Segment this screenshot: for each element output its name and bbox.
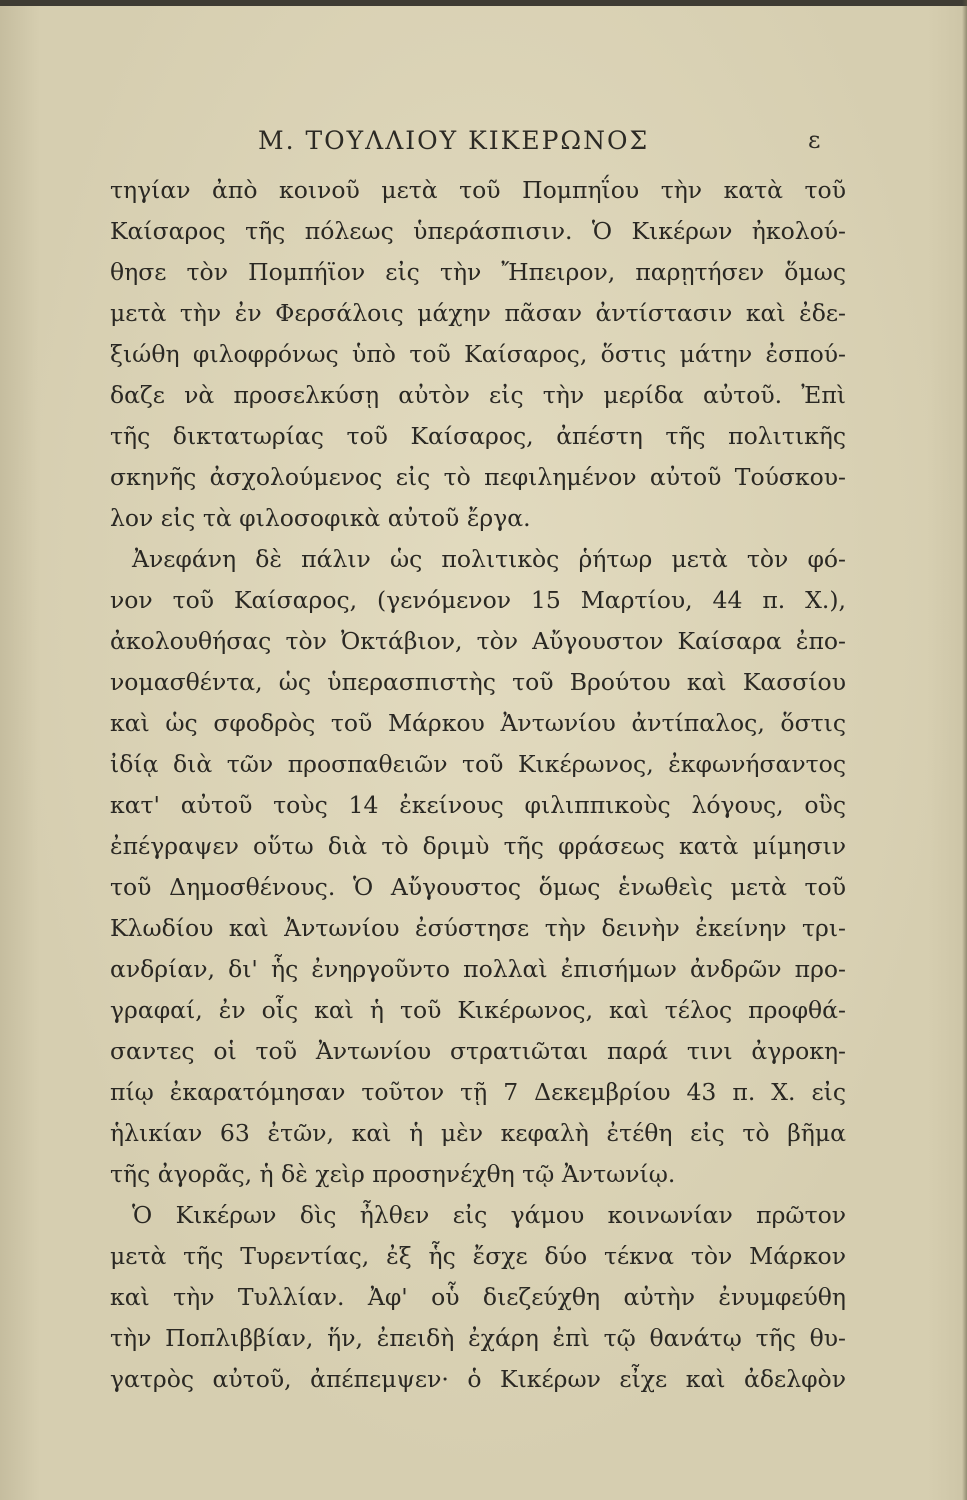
text-line: ἐπέγραψεν οὕτω διὰ τὸ δριμὺ τῆς φράσεως κατὰ μίμησιν — [110, 832, 846, 860]
running-head — [0, 126, 967, 166]
text-line: δαζε νὰ προσελκύσῃ αὐτὸν εἰς τὴν μερίδα αὐτοῦ. Ἐπὶ — [110, 381, 846, 409]
text-line: καὶ ὡς σφοδρὸς τοῦ Μάρκου Ἀντωνίου ἀντίπαλος, ὅστις — [110, 709, 846, 737]
text-line: θησε τὸν Πομπήϊον εἰς τὴν Ἤπειρον, παρῃτήσεν ὅμως — [110, 258, 846, 286]
text-line: ανδρίαν, δι' ἧς ἐνηργοῦντο πολλαὶ ἐπισήμων ἀνδρῶν προ- — [110, 955, 846, 983]
text-line: Ἀνεφάνη δὲ πάλιν ὡς πολιτικὸς ῥήτωρ μετὰ τὸν φό- — [132, 545, 846, 573]
text-line: τῆς δικτατωρίας τοῦ Καίσαρος, ἀπέστη τῆς πολιτικῆς — [110, 422, 846, 450]
text-line: μετὰ τὴν ἐν Φερσάλοις μάχην πᾶσαν ἀντίστασιν καὶ ἐδε- — [110, 299, 846, 327]
text-line: τὴν Ποπλιββίαν, ἥν, ἐπειδὴ ἐχάρη ἐπὶ τῷ θανάτῳ τῆς θυ- — [110, 1324, 846, 1352]
text-line: κατ' αὐτοῦ τοὺς 14 ἐκείνους φιλιππικοὺς λόγους, οὓς — [110, 791, 846, 819]
text-line: γραφαί, ἐν οἷς καὶ ἡ τοῦ Κικέρωνος, καὶ τέλος προφθά- — [110, 996, 846, 1024]
text-line: ξιώθη φιλοφρόνως ὑπὸ τοῦ Καίσαρος, ὅστις μάτην ἐσπού- — [110, 340, 846, 368]
text-line: νομασθέντα, ὡς ὑπερασπιστὴς τοῦ Βρούτου καὶ Κασσίου — [110, 668, 846, 696]
text-line: μετὰ τῆς Τυρεντίας, ἐξ ἧς ἔσχε δύο τέκνα τὸν Μάρκον — [110, 1242, 846, 1270]
text-line: σκηνῆς ἀσχολούμενος εἰς τὸ πεφιλημένον αὐτοῦ Τούσκου- — [110, 463, 846, 491]
text-line: λον εἰς τὰ φιλοσοφικὰ αὐτοῦ ἔργα. — [110, 504, 531, 532]
page-number: ε — [808, 126, 821, 154]
text-line: ἀκολουθήσας τὸν Ὀκτάβιον, τὸν Αὔγουστον Καίσαρα ἐπο- — [110, 627, 846, 655]
body-text — [110, 170, 846, 1400]
text-line: Καίσαρος τῆς πόλεως ὑπεράσπισιν. Ὁ Κικέρων ἠκολού- — [110, 217, 846, 245]
text-line: πίῳ ἐκαρατόμησαν τοῦτον τῇ 7 Δεκεμβρίου 43 π. Χ. εἰς — [110, 1078, 846, 1106]
text-line: τηγίαν ἀπὸ κοινοῦ μετὰ τοῦ Πομπηΐου τὴν κατὰ τοῦ — [110, 176, 846, 204]
page-right-edge — [962, 0, 967, 1500]
text-line: ἰδίᾳ διὰ τῶν προσπαθειῶν τοῦ Κικέρωνος, ἐκφωνήσαντος — [110, 750, 846, 778]
text-line: Ὁ Κικέρων δὶς ἦλθεν εἰς γάμου κοινωνίαν πρῶτον — [132, 1201, 846, 1229]
running-title: Μ. ΤΟΥΛΛΙΟΥ ΚΙΚΕΡΩΝΟΣ — [258, 126, 650, 155]
text-line: ἡλικίαν 63 ἐτῶν, καὶ ἡ μὲν κεφαλὴ ἐτέθη εἰς τὸ βῆμα — [110, 1119, 846, 1147]
text-line: γατρὸς αὐτοῦ, ἀπέπεμψεν· ὁ Κικέρων εἶχε καὶ ἀδελφὸν — [110, 1365, 846, 1393]
text-line: καὶ τὴν Τυλλίαν. Ἀφ' οὗ διεζεύχθη αὐτὴν ἐνυμφεύθη — [110, 1283, 846, 1311]
text-line: σαντες οἱ τοῦ Ἀντωνίου στρατιῶται παρά τινι ἀγροκη- — [110, 1037, 846, 1065]
text-line: Κλωδίου καὶ Ἀντωνίου ἐσύστησε τὴν δεινὴν ἐκείνην τρι- — [110, 914, 846, 942]
text-line: τοῦ Δημοσθένους. Ὁ Αὔγουστος ὅμως ἑνωθεὶς μετὰ τοῦ — [110, 873, 846, 901]
text-line: τῆς ἀγορᾶς, ἡ δὲ χεὶρ προσηνέχθη τῷ Ἀντωνίῳ. — [110, 1160, 676, 1188]
text-line: νον τοῦ Καίσαρος, (γενόμενον 15 Μαρτίου, 44 π. Χ.), — [110, 586, 846, 614]
page-top-edge — [0, 0, 967, 6]
